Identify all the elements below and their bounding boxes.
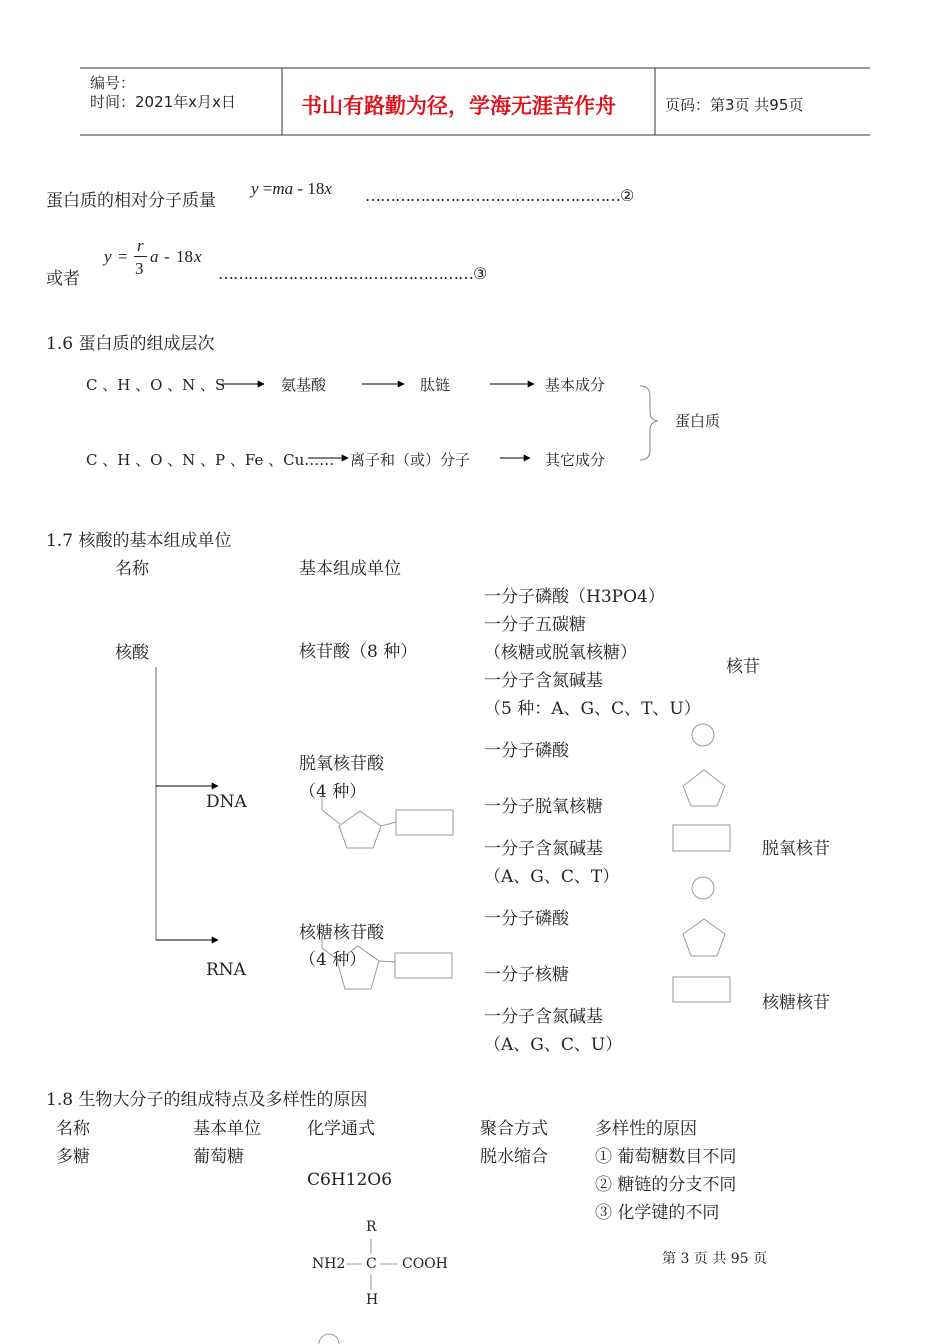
mass-label: 蛋白质的相对分子质量 [46, 191, 216, 211]
header-unit: 基本单位 [193, 1119, 261, 1139]
nucleic-acid: 核酸 [115, 643, 149, 663]
deoxynucleoside: 脱氧核苷 [762, 839, 830, 859]
section-1-7-title: 1.7 核酸的基本组成单位 [46, 531, 232, 551]
ribonucleoside: 核糖核苷 [762, 993, 830, 1013]
dna-phosphate-circle [692, 724, 714, 746]
ribonucleotide-count: （4 种） [299, 950, 367, 970]
partial-circle [319, 1334, 339, 1344]
comp-4: 一分子含氮碱基 [484, 671, 603, 691]
amino-cooh: COOH [402, 1256, 448, 1272]
dna-deoxyribose-pentagon [683, 770, 725, 806]
header-motto: 书山有路勤为径，学海无涯苦作舟 [301, 94, 616, 118]
other-component: 其它成分 [545, 451, 606, 469]
dna-label: DNA [206, 792, 247, 812]
elements-row-2: C 、H 、O 、N 、P 、Fe 、Cu…… [86, 451, 335, 469]
eq3-y: y [104, 247, 112, 266]
eq2-a: a [284, 179, 294, 198]
section-1-8-title: 1.8 生物大分子的组成特点及多样性的原因 [46, 1090, 368, 1110]
header-time: 时间：2021年x月x日 [90, 93, 236, 111]
or-label: 或者 [46, 269, 80, 289]
dna-base-rect-2 [673, 825, 730, 851]
rna-comp-1: 一分子磷酸 [484, 909, 569, 929]
comp-3: （核糖或脱氧核糖） [484, 643, 637, 663]
eq2-y: y [251, 179, 259, 198]
deoxynucleotide-count: （4 种） [299, 782, 367, 802]
dots-3: ……………………………………………③ [218, 264, 487, 283]
glucose: 葡萄糖 [193, 1147, 244, 1167]
dna-comp-3: 一分子含氮碱基 [484, 839, 603, 859]
nucleotide: 核苷酸（8 种） [299, 642, 418, 662]
rna-comp-3: 一分子含氮碱基 [484, 1007, 603, 1027]
eq3-eq: = [118, 247, 128, 266]
dna-comp-4: （A、G、C、T） [484, 867, 620, 887]
reason-2: ② 糖链的分支不同 [595, 1175, 737, 1195]
ribonucleotide: 核糖核苷酸 [299, 923, 384, 943]
peptide-chain: 肽链 [420, 376, 451, 394]
eq3-x: x [194, 247, 202, 266]
ions-molecules: 离子和（或）分子 [350, 451, 471, 469]
polysaccharide: 多糖 [56, 1147, 90, 1167]
eq2-m: m [272, 179, 285, 198]
eq2-eq: = [262, 179, 273, 198]
eq3-den: 3 [135, 259, 144, 278]
dna-base-rect [396, 810, 453, 835]
eq3-minus: - [164, 247, 170, 266]
rna-phosphate-circle [692, 877, 714, 899]
header-mode: 聚合方式 [480, 1119, 548, 1139]
comp-5: （5 种：A、G、C、T、U） [484, 699, 701, 719]
col-unit: 基本组成单位 [299, 559, 401, 579]
reason-1: ① 葡萄糖数目不同 [595, 1147, 737, 1167]
basic-component: 基本成分 [545, 376, 606, 394]
comp-1: 一分子磷酸（H3PO4） [484, 587, 665, 607]
eq3-coef: 18 [176, 247, 193, 266]
eq2-minus: - [297, 179, 304, 198]
rna-sugar-pentagon [337, 946, 379, 989]
header-formula: 化学通式 [307, 1119, 375, 1139]
eq3-a: a [150, 247, 159, 266]
eq3-num: r [137, 236, 144, 255]
eq2-x: x [324, 179, 332, 198]
protein-label: 蛋白质 [675, 412, 721, 430]
dna-sugar-pentagon [339, 811, 381, 848]
amino-h: H [366, 1292, 379, 1308]
dots-2: ……………………………………………② [365, 186, 634, 205]
nucleoside: 核苷 [726, 657, 760, 677]
rna-base-rect [395, 953, 452, 978]
reason-3: ③ 化学键的不同 [595, 1203, 720, 1223]
glucose-formula: C6H12O6 [307, 1170, 393, 1190]
eq2-coef: 18 [307, 179, 325, 198]
rna-ribose-pentagon [683, 919, 725, 956]
rna-base-rect-2 [673, 977, 730, 1002]
amino-nh2: NH2 [312, 1256, 346, 1272]
section-1-6-title: 1.6 蛋白质的组成层次 [46, 334, 215, 354]
amino-c: C [366, 1256, 377, 1272]
footer-page: 第 3 页 共 95 页 [662, 1251, 767, 1267]
protein-brace [640, 386, 658, 460]
col-name: 名称 [115, 559, 149, 579]
header-page: 页码：第3页 共95页 [665, 96, 804, 114]
dna-comp-2: 一分子脱氧核糖 [484, 797, 603, 817]
deoxynucleotide: 脱氧核苷酸 [299, 754, 384, 774]
elements-row-1: C 、H 、O 、N 、S [86, 376, 226, 394]
rna-label: RNA [206, 960, 246, 980]
rna-comp-4: （A、G、C、U） [484, 1035, 623, 1055]
dna-comp-1: 一分子磷酸 [484, 741, 569, 761]
polymerization-mode: 脱水缩合 [480, 1147, 548, 1167]
header-name: 名称 [56, 1119, 90, 1139]
amino-r: R [366, 1219, 377, 1235]
comp-2: 一分子五碳糖 [484, 615, 586, 635]
rna-comp-2: 一分子核糖 [484, 965, 569, 985]
header-number: 编号： [90, 74, 136, 92]
amino-acid: 氨基酸 [281, 376, 327, 394]
header-reason: 多样性的原因 [595, 1119, 697, 1139]
